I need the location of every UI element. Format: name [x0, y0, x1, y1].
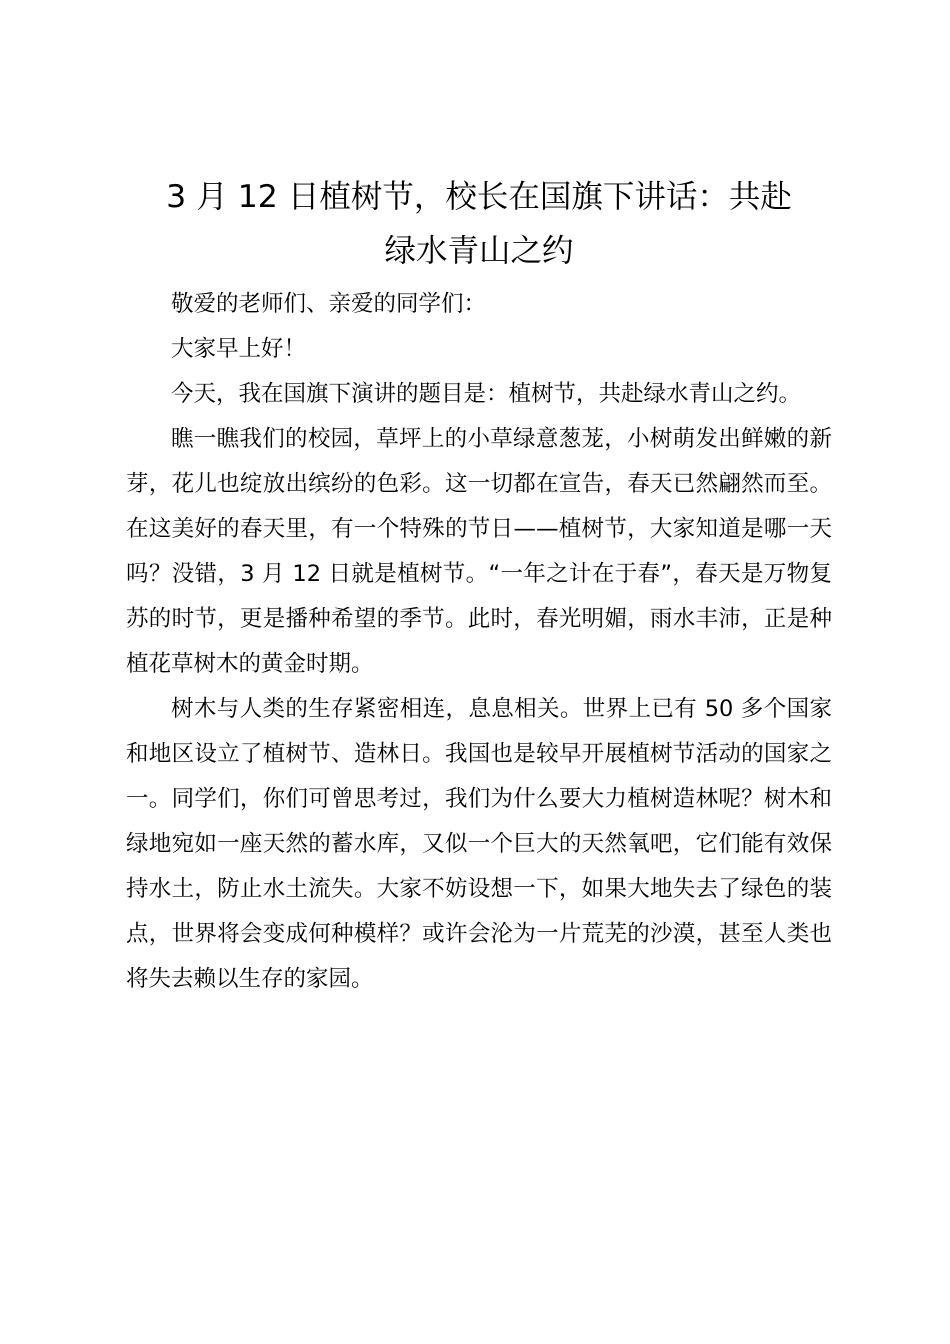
salutation: 大家早上好！ [171, 336, 307, 362]
body-paragraph-1: 今天，我在国旗下演讲的题目是：植树节，共赴绿水青山之约。 [171, 381, 802, 407]
document-page [126, 170, 832, 1002]
greeting: 敬爱的老师们、亲爱的同学们： [171, 291, 487, 317]
body-paragraph-2: 瞧一瞧我们的校园，草坪上的小草绿意葱茏，小树萌发出鲜嫩的新芽，花儿也绽放出缤纷的色彩。这一切都在宣告，春天已然翩然而至。在这美好的春天里，有一个特殊的节日——植树节，大家知道是哪一天吗？没错，3 月 12 日就是植树节。“一年之计在于春”，春天是万物复苏的时节，更是播种希望的季节。此时，春光明媚，雨水丰沛，正是种植花草树木的黄金时期。 [126, 426, 832, 677]
title-line-2: 绿水青山之约 [384, 233, 574, 269]
document-title [114, 170, 844, 278]
body-paragraph-3: 树木与人类的生存紧密相连，息息相关。世界上已有 50 多个国家和地区设立了植树节、造林日。我国也是较早开展植树节活动的国家之一。同学们，你们可曾思考过，我们为什么要大力植树造林呢？树木和绿地宛如一座天然的蓄水库，又似一个巨大的天然氧吧，它们能有效保持水土，防止水土流失。大家不妨设想一下，如果大地失去了绿色的装点，世界将会变成何种模样？或许会沦为一片荒芜的沙漠，甚至人类也将失去赖以生存的家园。 [126, 696, 832, 992]
title-line-1: 3 月 12 日植树节，校长在国旗下讲话：共赴 [166, 179, 792, 215]
